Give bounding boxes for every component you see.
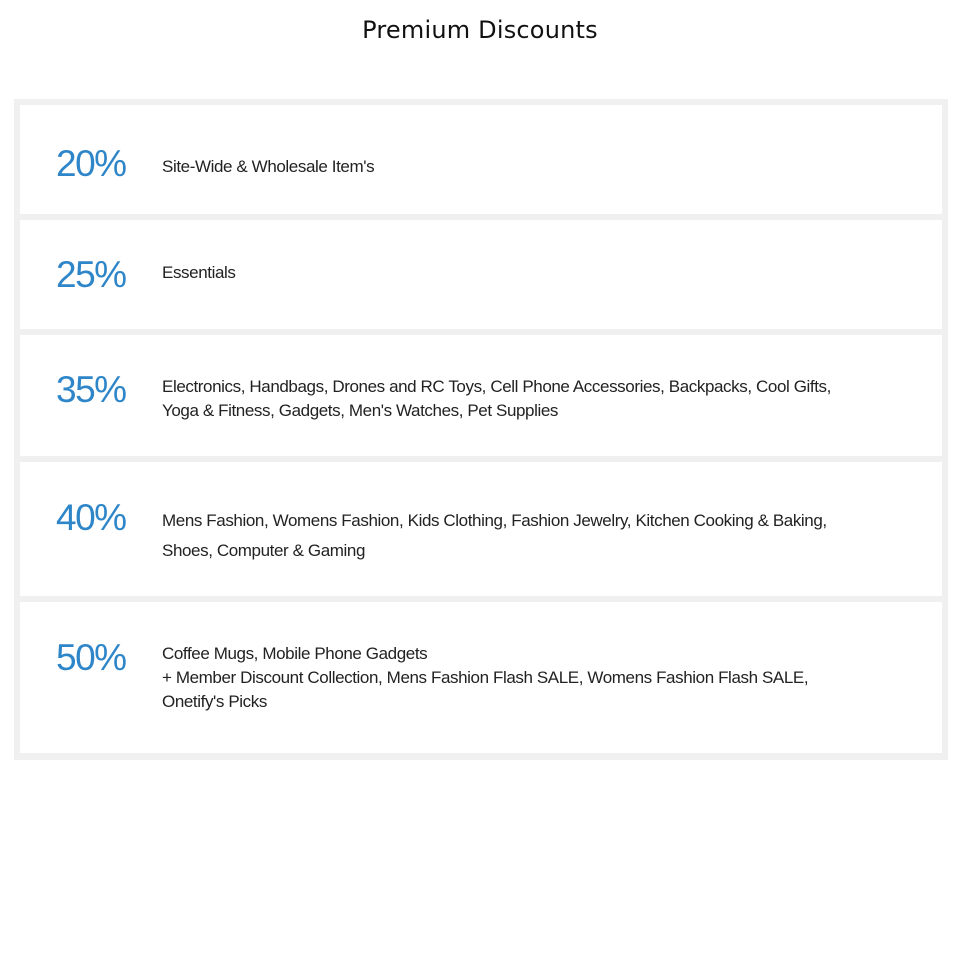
discount-description-line: + Member Discount Collection, Mens Fashion Flash SALE, Womens Fashion Flash SALE, bbox=[162, 668, 809, 687]
discount-description-line: Electronics, Handbags, Drones and RC Toys, Cell Phone Accessories, Backpacks, Cool Gifts, bbox=[162, 377, 831, 396]
page-title: Premium Discounts bbox=[362, 16, 598, 44]
discount-percent: 50% bbox=[56, 637, 126, 678]
discount-description bbox=[162, 375, 922, 423]
discount-description-line: Mens Fashion, Womens Fashion, Kids Clothing, Fashion Jewelry, Kitchen Cooking & Baking, bbox=[162, 511, 827, 530]
discount-row-25 bbox=[20, 220, 942, 329]
discount-description bbox=[162, 155, 922, 179]
discount-row-50 bbox=[20, 602, 942, 753]
discount-description-line: Essentials bbox=[162, 263, 236, 282]
discount-percent: 20% bbox=[56, 143, 126, 184]
discount-description-line: Onetify's Picks bbox=[162, 692, 267, 711]
discount-description bbox=[162, 506, 922, 566]
discount-percent: 25% bbox=[56, 254, 126, 295]
discount-row-40 bbox=[20, 462, 942, 596]
discount-description bbox=[162, 261, 922, 285]
discount-description-line: Shoes, Computer & Gaming bbox=[162, 541, 365, 560]
discount-list bbox=[14, 99, 948, 760]
discount-row-20 bbox=[20, 105, 942, 214]
discount-description-line: Site-Wide & Wholesale Item's bbox=[162, 157, 375, 176]
discount-row-35 bbox=[20, 335, 942, 456]
discount-percent: 40% bbox=[56, 497, 126, 538]
discount-percent: 35% bbox=[56, 369, 126, 410]
discount-description bbox=[162, 642, 922, 714]
discount-description-line: Yoga & Fitness, Gadgets, Men's Watches, Pet Supplies bbox=[162, 401, 559, 420]
discount-description-line: Coffee Mugs, Mobile Phone Gadgets bbox=[162, 644, 428, 663]
